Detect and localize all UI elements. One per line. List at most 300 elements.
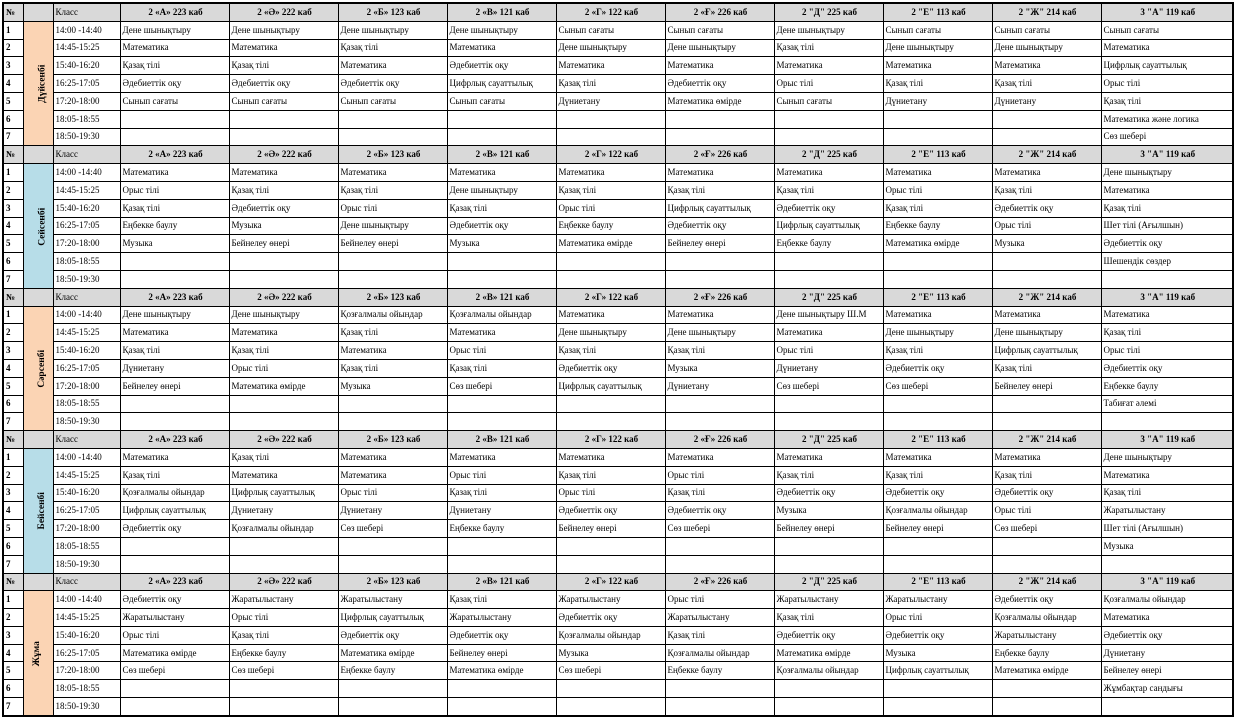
subject-cell: Әдебиеттік оқу: [447, 57, 556, 75]
lesson-row: [3, 181, 1233, 199]
subject-cell: Сөз шебері: [338, 520, 447, 538]
subject-cell: Қазақ тілі: [229, 342, 338, 360]
subject-cell: [447, 680, 556, 698]
subject-cell: Математика өмірде: [229, 377, 338, 395]
lesson-number: 5: [3, 662, 23, 680]
lesson-number: 5: [3, 92, 23, 110]
class-column-header: 2 «В» 121 каб: [447, 431, 556, 449]
lesson-row: [3, 448, 1233, 466]
subject-cell: Математика: [665, 164, 774, 182]
subject-cell: Дене шынықтыру: [992, 39, 1101, 57]
subject-cell: Шешендік сөздер: [1101, 253, 1233, 271]
subject-cell: [992, 128, 1101, 146]
lesson-row: [3, 359, 1233, 377]
subject-cell: [120, 555, 229, 573]
subject-cell: Қазақ тілі: [774, 181, 883, 199]
subject-cell: Математика: [229, 466, 338, 484]
lesson-row: [3, 484, 1233, 502]
subject-cell: Әдебиеттік оқу: [556, 609, 665, 627]
subject-cell: [992, 698, 1101, 716]
subject-cell: [1101, 270, 1233, 288]
lesson-time: 15:40-16:20: [53, 484, 120, 502]
class-column-header: 2 «Г» 122 каб: [556, 431, 665, 449]
subject-cell: Математика: [447, 448, 556, 466]
subject-cell: Әдебиеттік оқу: [665, 217, 774, 235]
class-column-header: 2 «Ғ» 226 каб: [665, 3, 774, 21]
subject-cell: [883, 128, 992, 146]
day-header-blank: [23, 146, 53, 164]
subject-cell: Сынып сағаты: [774, 92, 883, 110]
class-column-header: 2 "Ж" 214 каб: [992, 288, 1101, 306]
lesson-row: [3, 413, 1233, 431]
lesson-number: 6: [3, 537, 23, 555]
lesson-time: 18:05-18:55: [53, 537, 120, 555]
subject-cell: Жаратылыстану: [556, 591, 665, 609]
lesson-row: [3, 502, 1233, 520]
class-column-header: 2 «В» 121 каб: [447, 146, 556, 164]
header-row: [3, 431, 1233, 449]
subject-cell: Қозғалмалы ойындар: [1101, 591, 1233, 609]
subject-cell: Қазақ тілі: [447, 359, 556, 377]
lesson-number: 2: [3, 324, 23, 342]
day-name: Сейсенбі: [36, 207, 47, 246]
subject-cell: [338, 413, 447, 431]
subject-cell: Шет тілі (Ағылшын): [1101, 217, 1233, 235]
lesson-row: [3, 306, 1233, 324]
class-column-header: 2 «Г» 122 каб: [556, 146, 665, 164]
class-column-header: 2 «Ә» 222 каб: [229, 573, 338, 591]
lesson-number: 3: [3, 342, 23, 360]
subject-cell: [229, 537, 338, 555]
subject-cell: Сынып сағаты: [883, 21, 992, 39]
subject-cell: [120, 110, 229, 128]
lesson-time: 14:00 -14:40: [53, 21, 120, 39]
lesson-number: 6: [3, 680, 23, 698]
subject-cell: Орыс тілі: [447, 342, 556, 360]
subject-cell: Математика: [883, 57, 992, 75]
subject-cell: Сөз шебері: [992, 520, 1101, 538]
subject-cell: Орыс тілі: [556, 199, 665, 217]
lesson-row: [3, 555, 1233, 573]
subject-cell: Музыка: [229, 217, 338, 235]
subject-cell: Әдебиеттік оқу: [447, 626, 556, 644]
day-header-blank: [23, 431, 53, 449]
lesson-number: 7: [3, 413, 23, 431]
subject-cell: Дене шынықтыру: [447, 181, 556, 199]
subject-cell: Қазақ тілі: [992, 359, 1101, 377]
lesson-row: [3, 324, 1233, 342]
subject-cell: [556, 555, 665, 573]
subject-cell: Еңбекке баулу: [665, 662, 774, 680]
subject-cell: Жаратылыстану: [120, 609, 229, 627]
subject-cell: Математика: [992, 448, 1101, 466]
subject-cell: Дене шынықтыру: [883, 324, 992, 342]
subject-cell: Математика: [883, 306, 992, 324]
lesson-row: [3, 644, 1233, 662]
subject-cell: Қазақ тілі: [992, 466, 1101, 484]
lesson-time: 14:00 -14:40: [53, 164, 120, 182]
subject-cell: Математика өмірде: [447, 662, 556, 680]
subject-cell: Қозғалмалы ойындар: [447, 306, 556, 324]
class-column-header: 2 «Б» 123 каб: [338, 146, 447, 164]
class-column-header: 2 "Д" 225 каб: [774, 146, 883, 164]
class-column-header: 2 "Ж" 214 каб: [992, 573, 1101, 591]
subject-cell: Бейнелеу өнері: [338, 235, 447, 253]
subject-cell: Қазақ тілі: [338, 324, 447, 342]
lesson-row: [3, 626, 1233, 644]
subject-cell: Дене шынықтыру: [120, 21, 229, 39]
lesson-number: 2: [3, 181, 23, 199]
lesson-row: [3, 342, 1233, 360]
subject-cell: [992, 555, 1101, 573]
subject-cell: Математика: [338, 466, 447, 484]
subject-cell: Математика: [992, 306, 1101, 324]
subject-cell: Математика: [338, 57, 447, 75]
subject-cell: Математика: [556, 448, 665, 466]
class-column-header: 2 «В» 121 каб: [447, 3, 556, 21]
subject-cell: [120, 698, 229, 716]
lesson-time: 14:45-15:25: [53, 324, 120, 342]
class-column-header: 2 «А» 223 каб: [120, 288, 229, 306]
class-column-header: 2 «В» 121 каб: [447, 573, 556, 591]
lesson-row: [3, 110, 1233, 128]
subject-cell: [883, 110, 992, 128]
day-label-cell: [23, 448, 53, 573]
class-column-header: 2 "Д" 225 каб: [774, 288, 883, 306]
subject-cell: Еңбекке баулу: [992, 644, 1101, 662]
num-header: №: [3, 288, 23, 306]
subject-cell: Бейнелеу өнері: [120, 377, 229, 395]
lesson-row: [3, 57, 1233, 75]
subject-cell: [774, 698, 883, 716]
subject-cell: [665, 253, 774, 271]
day-name: Бейсенбі: [36, 492, 47, 530]
lesson-time: 16:25-17:05: [53, 75, 120, 93]
subject-cell: [556, 680, 665, 698]
subject-cell: [338, 270, 447, 288]
lesson-time: 17:20-18:00: [53, 235, 120, 253]
lesson-row: [3, 128, 1233, 146]
subject-cell: Цифрлық сауаттылық: [774, 217, 883, 235]
class-column-header: 2 «Г» 122 каб: [556, 288, 665, 306]
class-column-header: 2 «Г» 122 каб: [556, 3, 665, 21]
subject-cell: Орыс тілі: [774, 75, 883, 93]
subject-cell: Әдебиеттік оқу: [338, 626, 447, 644]
lesson-time: 15:40-16:20: [53, 626, 120, 644]
subject-cell: Табиғат әлемі: [1101, 395, 1233, 413]
subject-cell: [992, 537, 1101, 555]
class-column-header: 2 «Ә» 222 каб: [229, 146, 338, 164]
subject-cell: Әдебиеттік оқу: [665, 75, 774, 93]
lesson-number: 7: [3, 270, 23, 288]
subject-cell: [447, 395, 556, 413]
subject-cell: [338, 253, 447, 271]
lesson-time: 14:45-15:25: [53, 39, 120, 57]
subject-cell: Әдебиеттік оқу: [992, 199, 1101, 217]
subject-cell: Дүниетану: [992, 92, 1101, 110]
subject-cell: Қазақ тілі: [1101, 484, 1233, 502]
subject-cell: Әдебиеттік оқу: [120, 520, 229, 538]
subject-cell: [338, 698, 447, 716]
subject-cell: [556, 698, 665, 716]
subject-cell: Дене шынықтыру: [1101, 448, 1233, 466]
subject-cell: Орыс тілі: [992, 502, 1101, 520]
subject-cell: [120, 270, 229, 288]
subject-cell: Бейнелеу өнері: [665, 235, 774, 253]
subject-cell: [229, 110, 338, 128]
class-header: Класс: [53, 431, 120, 449]
lesson-number: 1: [3, 591, 23, 609]
subject-cell: [120, 680, 229, 698]
subject-cell: Қазақ тілі: [992, 181, 1101, 199]
class-column-header: 2 «Б» 123 каб: [338, 431, 447, 449]
subject-cell: Қазақ тілі: [229, 181, 338, 199]
subject-cell: [665, 680, 774, 698]
subject-cell: Қазақ тілі: [665, 181, 774, 199]
lesson-row: [3, 199, 1233, 217]
subject-cell: Еңбекке баулу: [447, 520, 556, 538]
subject-cell: [992, 395, 1101, 413]
day-name: Сәрсенбі: [36, 349, 47, 388]
subject-cell: [665, 128, 774, 146]
subject-cell: Қазақ тілі: [338, 39, 447, 57]
subject-cell: Қазақ тілі: [992, 75, 1101, 93]
lesson-row: [3, 377, 1233, 395]
subject-cell: [883, 253, 992, 271]
lesson-row: [3, 75, 1233, 93]
subject-cell: Қозғалмалы ойындар: [556, 626, 665, 644]
subject-cell: [665, 110, 774, 128]
subject-cell: Жаратылыстану: [229, 591, 338, 609]
subject-cell: [883, 395, 992, 413]
lesson-number: 4: [3, 75, 23, 93]
subject-cell: Сөз шебері: [556, 662, 665, 680]
subject-cell: Әдебиеттік оқу: [120, 75, 229, 93]
subject-cell: Қазақ тілі: [1101, 199, 1233, 217]
subject-cell: [338, 395, 447, 413]
subject-cell: Математика: [774, 448, 883, 466]
subject-cell: [556, 537, 665, 555]
class-column-header: 2 «Б» 123 каб: [338, 288, 447, 306]
day-label-cell: [23, 591, 53, 716]
lesson-time: 14:00 -14:40: [53, 306, 120, 324]
subject-cell: [883, 270, 992, 288]
subject-cell: Сөз шебері: [120, 662, 229, 680]
class-column-header: 2 "Д" 225 каб: [774, 573, 883, 591]
subject-cell: [992, 110, 1101, 128]
subject-cell: Математика: [229, 39, 338, 57]
lesson-time: 18:50-19:30: [53, 698, 120, 716]
day-header-blank: [23, 288, 53, 306]
subject-cell: Математика: [774, 57, 883, 75]
lesson-time: 18:05-18:55: [53, 110, 120, 128]
subject-cell: Қозғалмалы ойындар: [774, 662, 883, 680]
subject-cell: Қазақ тілі: [556, 181, 665, 199]
subject-cell: Бейнелеу өнері: [229, 235, 338, 253]
subject-cell: Музыка: [883, 644, 992, 662]
class-column-header: 2 «Ә» 222 каб: [229, 288, 338, 306]
subject-cell: Дүниетану: [229, 502, 338, 520]
subject-cell: [447, 555, 556, 573]
subject-cell: [774, 555, 883, 573]
subject-cell: Бейнелеу өнері: [556, 520, 665, 538]
lesson-row: [3, 680, 1233, 698]
subject-cell: Әдебиеттік оқу: [556, 359, 665, 377]
subject-cell: Математика: [1101, 466, 1233, 484]
lesson-row: [3, 270, 1233, 288]
lesson-number: 1: [3, 448, 23, 466]
subject-cell: Математика: [229, 324, 338, 342]
class-column-header: 3 "А" 119 каб: [1101, 3, 1233, 21]
subject-cell: [556, 270, 665, 288]
subject-cell: Қазақ тілі: [883, 75, 992, 93]
class-header: Класс: [53, 573, 120, 591]
lesson-time: 14:00 -14:40: [53, 448, 120, 466]
subject-cell: [665, 555, 774, 573]
subject-cell: Музыка: [665, 359, 774, 377]
subject-cell: Әдебиеттік оқу: [774, 199, 883, 217]
subject-cell: Бейнелеу өнері: [447, 644, 556, 662]
subject-cell: Еңбекке баулу: [120, 217, 229, 235]
subject-cell: [774, 413, 883, 431]
subject-cell: [992, 270, 1101, 288]
subject-cell: Музыка: [774, 502, 883, 520]
lesson-row: [3, 698, 1233, 716]
subject-cell: Дүниетану: [774, 359, 883, 377]
subject-cell: Дене шынықтыру: [883, 39, 992, 57]
class-column-header: 2 "Ж" 214 каб: [992, 146, 1101, 164]
subject-cell: Математика: [774, 164, 883, 182]
subject-cell: Математика өмірде: [556, 235, 665, 253]
day-label-cell: [23, 164, 53, 289]
subject-cell: [665, 537, 774, 555]
lesson-number: 4: [3, 217, 23, 235]
subject-cell: Математика өмірде: [774, 644, 883, 662]
subject-cell: Қазақ тілі: [229, 448, 338, 466]
subject-cell: Математика: [1101, 609, 1233, 627]
subject-cell: [447, 110, 556, 128]
day-label-cell: [23, 306, 53, 431]
subject-cell: Қазақ тілі: [338, 359, 447, 377]
subject-cell: Дүниетану: [338, 502, 447, 520]
subject-cell: Орыс тілі: [665, 466, 774, 484]
day-name: Дүйсенбі: [36, 64, 47, 104]
lesson-row: [3, 253, 1233, 271]
subject-cell: Дене шынықтыру: [229, 21, 338, 39]
subject-cell: Қазақ тілі: [665, 484, 774, 502]
subject-cell: Әдебиеттік оқу: [992, 484, 1101, 502]
subject-cell: [447, 270, 556, 288]
day-header-blank: [23, 3, 53, 21]
class-column-header: 2 "Е" 113 каб: [883, 431, 992, 449]
subject-cell: Музыка: [1101, 537, 1233, 555]
lesson-time: 16:25-17:05: [53, 644, 120, 662]
subject-cell: Музыка: [447, 235, 556, 253]
class-column-header: 2 «Г» 122 каб: [556, 573, 665, 591]
subject-cell: Цифрлық сауаттылық: [883, 662, 992, 680]
subject-cell: Қозғалмалы ойындар: [120, 484, 229, 502]
subject-cell: Математика: [229, 164, 338, 182]
lesson-time: 18:50-19:30: [53, 270, 120, 288]
subject-cell: Цифрлық сауаттылық: [992, 342, 1101, 360]
subject-cell: [229, 270, 338, 288]
subject-cell: Математика: [883, 448, 992, 466]
lesson-time: 17:20-18:00: [53, 377, 120, 395]
subject-cell: Сөз шебері: [665, 520, 774, 538]
subject-cell: Математика: [447, 324, 556, 342]
subject-cell: Әдебиеттік оқу: [992, 591, 1101, 609]
subject-cell: [120, 413, 229, 431]
subject-cell: Қозғалмалы ойындар: [665, 644, 774, 662]
lesson-number: 6: [3, 395, 23, 413]
subject-cell: Қазақ тілі: [556, 342, 665, 360]
class-header: Класс: [53, 288, 120, 306]
lesson-row: [3, 39, 1233, 57]
lesson-number: 2: [3, 609, 23, 627]
subject-cell: Жаратылыстану: [1101, 502, 1233, 520]
lesson-row: [3, 662, 1233, 680]
subject-cell: Орыс тілі: [883, 609, 992, 627]
subject-cell: Орыс тілі: [229, 359, 338, 377]
subject-cell: [120, 537, 229, 555]
subject-cell: Математика өмірде: [665, 92, 774, 110]
class-column-header: 2 «Ғ» 226 каб: [665, 431, 774, 449]
subject-cell: Музыка: [120, 235, 229, 253]
lesson-time: 15:40-16:20: [53, 342, 120, 360]
subject-cell: Математика: [992, 57, 1101, 75]
subject-cell: Математика өмірде: [883, 235, 992, 253]
subject-cell: Математика: [665, 306, 774, 324]
subject-cell: Әдебиеттік оқу: [665, 502, 774, 520]
subject-cell: [338, 537, 447, 555]
subject-cell: Қазақ тілі: [774, 466, 883, 484]
lesson-number: 1: [3, 306, 23, 324]
subject-cell: Музыка: [338, 377, 447, 395]
subject-cell: [774, 110, 883, 128]
subject-cell: Орыс тілі: [120, 626, 229, 644]
subject-cell: Әдебиеттік оқу: [447, 217, 556, 235]
subject-cell: Әдебиеттік оқу: [883, 484, 992, 502]
lesson-row: [3, 21, 1233, 39]
subject-cell: Қазақ тілі: [665, 626, 774, 644]
subject-cell: Қазақ тілі: [883, 466, 992, 484]
subject-cell: Әдебиеттік оқу: [1101, 235, 1233, 253]
subject-cell: Орыс тілі: [447, 466, 556, 484]
subject-cell: Бейнелеу өнері: [883, 520, 992, 538]
subject-cell: Орыс тілі: [1101, 75, 1233, 93]
subject-cell: [1101, 555, 1233, 573]
subject-cell: [883, 555, 992, 573]
subject-cell: Қазақ тілі: [120, 466, 229, 484]
subject-cell: Сынып сағаты: [120, 92, 229, 110]
day-name: Жұма: [32, 640, 43, 667]
subject-cell: Цифрлық сауаттылық: [1101, 57, 1233, 75]
subject-cell: Дене шынықтыру Ш.М: [774, 306, 883, 324]
subject-cell: [1101, 413, 1233, 431]
subject-cell: Жаратылыстану: [447, 609, 556, 627]
class-column-header: 2 «Ғ» 226 каб: [665, 288, 774, 306]
subject-cell: [992, 413, 1101, 431]
subject-cell: Бейнелеу өнері: [1101, 662, 1233, 680]
subject-cell: Дене шынықтыру: [447, 21, 556, 39]
subject-cell: Әдебиеттік оқу: [883, 359, 992, 377]
subject-cell: Әдебиеттік оқу: [120, 591, 229, 609]
class-header: Класс: [53, 146, 120, 164]
subject-cell: [665, 395, 774, 413]
subject-cell: Әдебиеттік оқу: [1101, 626, 1233, 644]
lesson-number: 7: [3, 698, 23, 716]
subject-cell: Математика: [447, 39, 556, 57]
